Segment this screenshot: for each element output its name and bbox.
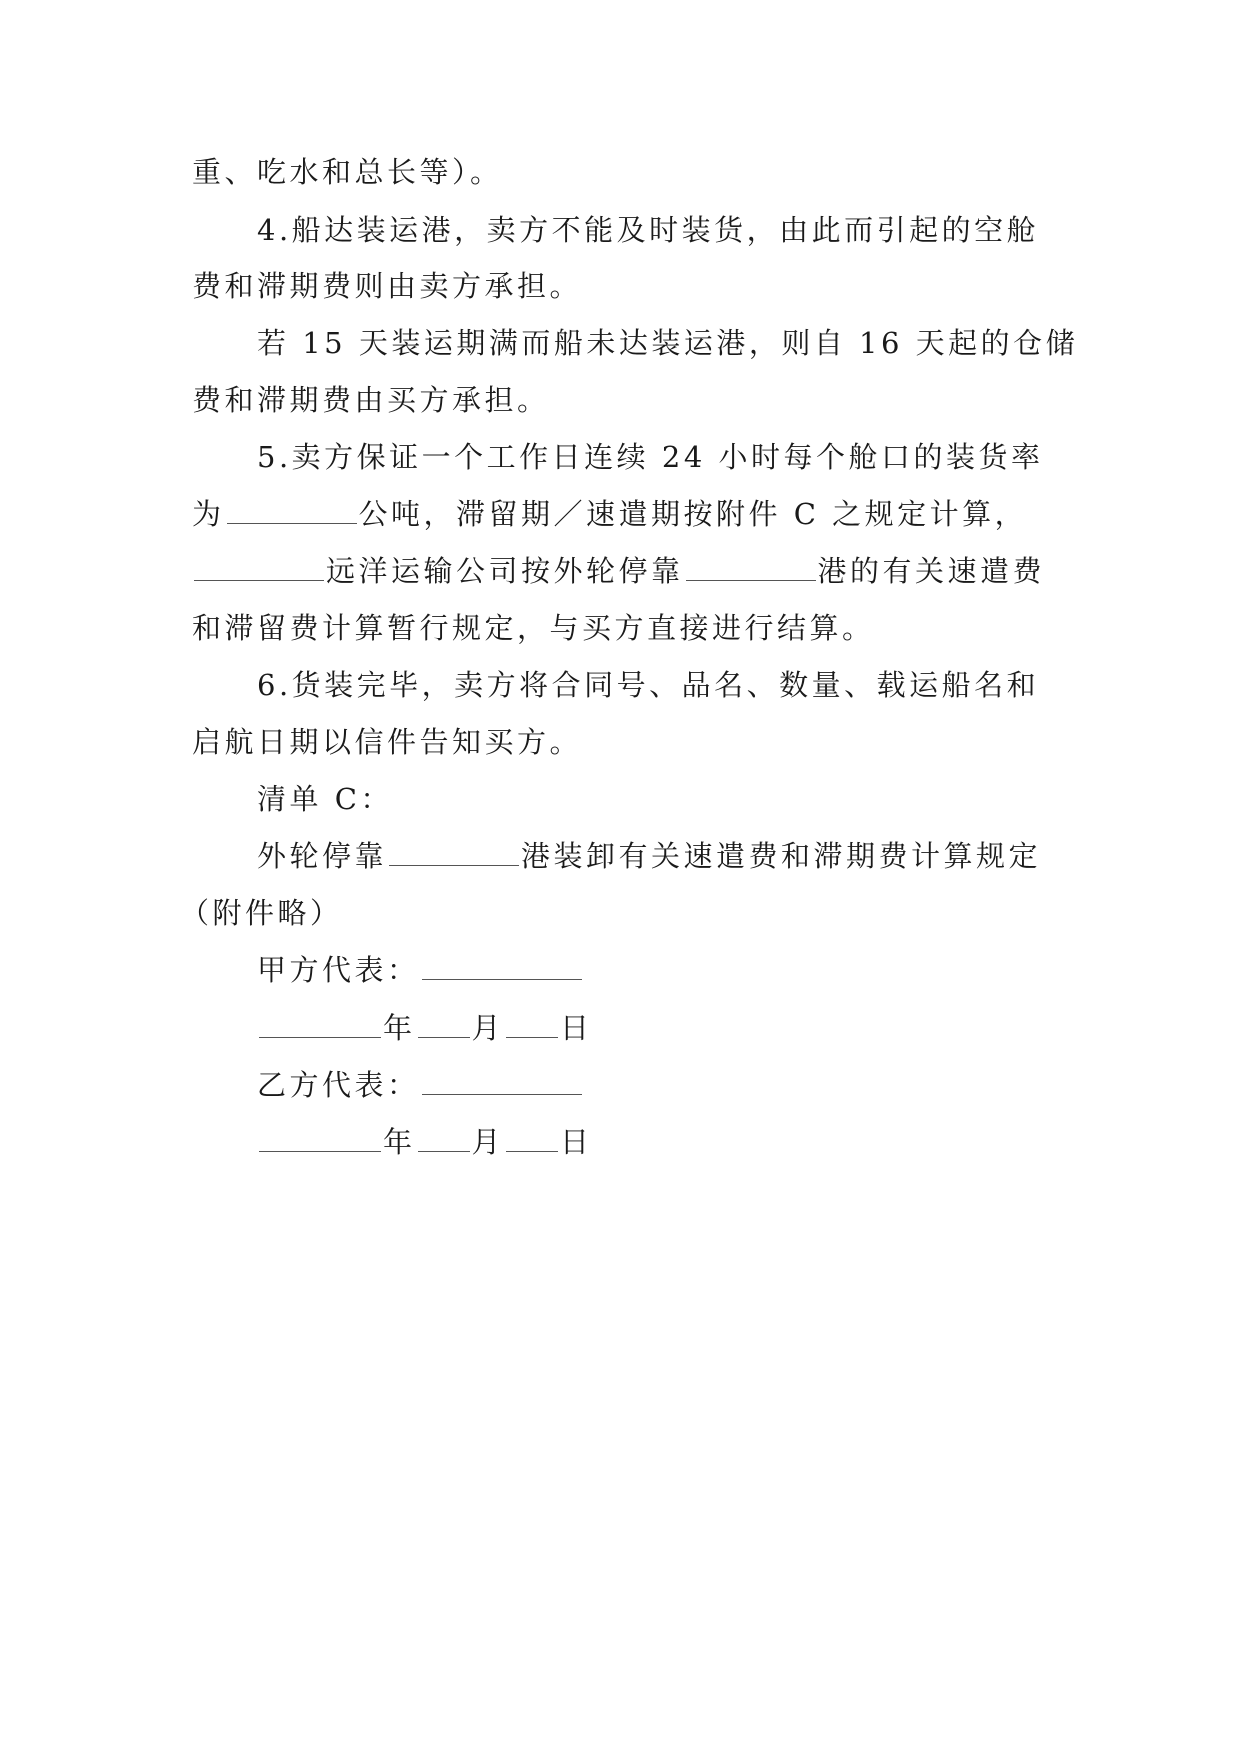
paragraph-line: （附件略） [180, 896, 343, 930]
fill-in-blank[interactable] [686, 558, 816, 581]
paragraph-line: 5.卖方保证一个工作日连续 24 小时每个舱口的装货率 [257, 440, 1044, 474]
paragraph-line: 重、吃水和总长等）。 [192, 155, 503, 189]
signature-field[interactable] [422, 957, 582, 980]
paragraph-line: 为 公吨，滞留期／速遣期按附件 C 之规定计算， [192, 497, 1028, 531]
day-field[interactable] [506, 1015, 558, 1038]
date-line: 年 月 日 [257, 1122, 1117, 1162]
paragraph-line: 启航日期以信件告知买方。 [192, 725, 583, 759]
fill-in-blank[interactable] [227, 501, 357, 524]
party-a-representative: 甲方代表： [257, 950, 1117, 990]
paragraph-line: 4.船达装运港，卖方不能及时装货，由此而引起的空舱 [257, 213, 1040, 247]
paragraph-line: 和滞留费计算暂行规定，与买方直接进行结算。 [192, 611, 875, 645]
date-line: 年 月 日 [257, 1008, 1117, 1048]
paragraph-line: 远洋运输公司按外轮停靠 港的有关速遣费 [192, 551, 1052, 591]
fill-in-blank[interactable] [194, 558, 324, 581]
party-b-representative: 乙方代表： [257, 1065, 1117, 1105]
paragraph-line: 6.货装完毕，卖方将合同号、品名、数量、载运船名和 [257, 668, 1040, 702]
month-field[interactable] [418, 1015, 470, 1038]
month-field[interactable] [418, 1129, 470, 1152]
year-field[interactable] [259, 1015, 381, 1038]
paragraph-line: 外轮停靠 港装卸有关速遣费和滞期费计算规定 [257, 839, 1042, 873]
signature-field[interactable] [422, 1072, 582, 1095]
year-field[interactable] [259, 1129, 381, 1152]
fill-in-blank[interactable] [389, 843, 519, 866]
paragraph-line: 若 15 天装运期满而船未达装运港，则自 16 天起的仓储 [257, 326, 1079, 360]
day-field[interactable] [506, 1129, 558, 1152]
paragraph-line: 费和滞期费则由卖方承担。 [192, 269, 583, 303]
paragraph-line: 费和滞期费由买方承担。 [192, 383, 550, 417]
list-heading: 清单 C： [257, 782, 393, 816]
